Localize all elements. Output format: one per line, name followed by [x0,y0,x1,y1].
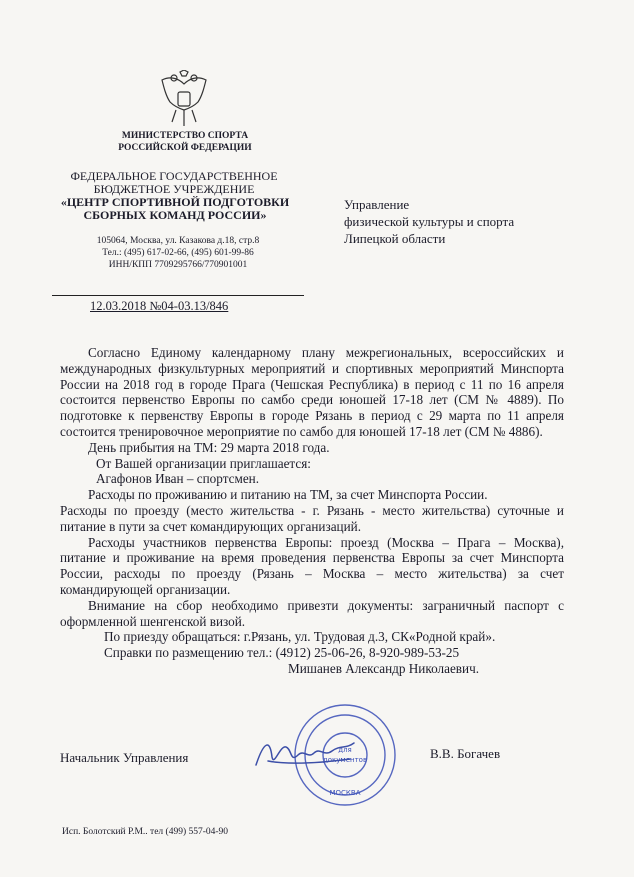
body-paragraph: День прибытия на ТМ: 29 марта 2018 года. [88,439,330,455]
institution-type-line: ФЕДЕРАЛЬНОЕ ГОСУДАРСТВЕННОЕ [70,169,278,183]
body-paragraph: Согласно Единому календарному плану межрегиональных, всероссийских и международных физкультурных мероприятий и спортивных мероприятий Минспорта России на 2018 год в городе Прага (Чешская Республика) в период с 11 по 16 апреля состоится первенство Европы по самбо среди юношей 17-18 лет (СМ № 4889). По подготовке к первенству Европы в городе Рязань в период с 29 марта по 11 апреля состоится тренировочное мероприятие по самбо для юношей 17-18 лет (СМ № 4886). [60,345,564,439]
addressee-line: физической культуры и спорта [344,214,515,229]
institution-type-line: БЮДЖЕТНОЕ УЧРЕЖДЕНИЕ [93,182,255,196]
handwritten-signature-icon [250,735,360,775]
executor-contact: Исп. Болотский Р.М.. тел (499) 557-04-90 [62,827,229,837]
ministry-line: МИНИСТЕРСТВО СПОРТА [121,131,249,141]
body-paragraph: Мишанев Александр Николаевич. [288,660,480,676]
addressee-block [344,196,604,247]
ministry-line: РОССИЙСКОЙ ФЕДЕРАЦИИ [118,143,252,153]
document-number: 12.03.2018 №04-03.13/846 [90,299,229,313]
stamp-bottom-text: МОСКВА [329,789,361,797]
addressee-line: Липецкой области [344,231,446,246]
body-paragraph: Внимание на сбор необходимо привезти документы: заграничный паспорт с оформленной шенгенской визой. [60,597,564,629]
body-paragraph: Справки по размещению тел.: (4912) 25-06-26, 8-920-989-53-25 [104,645,460,661]
body-paragraph: Расходы участников первенства Европы: проезд (Москва – Прага – Москва), питание и проживание на время проведения первенства Европы за счет Минспорта России, расходы по проезду (Рязань – Москва – место жительства) за счет командирующей организации. [60,534,564,597]
address-line: Тел.: (495) 617-02-66, (495) 601-99-86 [102,248,254,258]
body-paragraph: По приезду обращаться: г.Рязань, ул. Трудовая д.3, СК«Родной край». [104,629,496,645]
body-paragraph: От Вашей организации приглашается: [96,455,311,471]
institution-address [78,235,278,271]
institution-type [58,170,290,196]
stamp-center-line: для [338,746,352,754]
addressee-line: Управление [344,197,410,212]
coat-of-arms-icon [156,70,212,132]
body-paragraph: Расходы по проживанию и питанию на ТМ, за счет Минспорта России. [88,487,488,503]
body-paragraph: Расходы по проезду (место жительства - г. Рязань - место жительства) суточные и питание в пути за счет командирующих организаций. [60,502,564,534]
institution-name [50,196,300,222]
signatory-title: Начальник Управления [60,750,189,765]
stamp-center-line: документов [322,756,368,764]
institution-name-line: СБОРНЫХ КОМАНД РОССИИ» [83,208,267,222]
letter-body [60,345,564,677]
header-divider [52,295,304,296]
ministry-name [100,130,270,154]
address-line: ИНН/КПП 7709295766/770901001 [108,260,248,270]
address-line: 105064, Москва, ул. Казакова д.18, стр.8 [96,236,260,246]
institution-name-line: «ЦЕНТР СПОРТИВНОЙ ПОДГОТОВКИ [60,195,290,209]
body-paragraph: Агафонов Иван – спортсмен. [96,471,260,487]
signatory-name: В.В. Богачев [430,746,501,761]
